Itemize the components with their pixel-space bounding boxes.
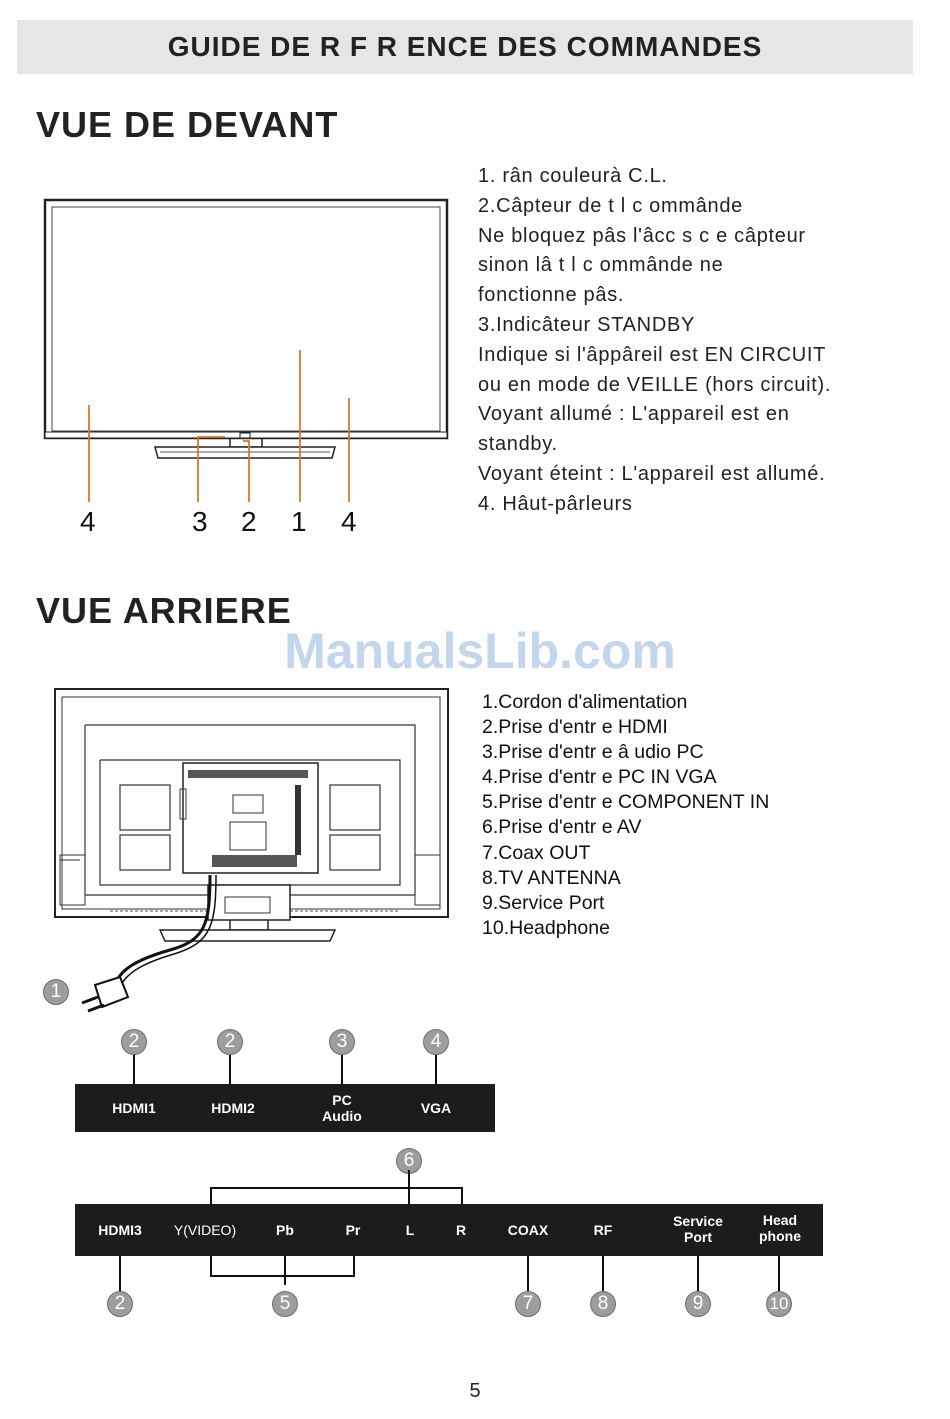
rear-line: 3.Prise d'entr e â udio PC bbox=[482, 741, 704, 764]
page-number: 5 bbox=[469, 1380, 481, 1402]
callout-hdmi1: 2 bbox=[121, 1029, 147, 1055]
front-line: 1. rân couleurà C.L. bbox=[478, 165, 668, 187]
rear-line: 8.TV ANTENNA bbox=[482, 866, 621, 889]
rear-line: 6.Prise d'entr e AV bbox=[482, 816, 642, 839]
front-callout-screen: 1 bbox=[291, 506, 307, 537]
rear-line: 2.Prise d'entr e HDMI bbox=[482, 716, 668, 739]
front-callout-standby: 3 bbox=[192, 506, 208, 537]
rear-view-title: VUE ARRIERE bbox=[36, 590, 292, 631]
port-label-y-video: Y(VIDEO) bbox=[173, 1222, 237, 1238]
front-callout-speaker-right: 4 bbox=[341, 506, 357, 537]
callout-hdmi3: 2 bbox=[107, 1291, 133, 1317]
port-label-pb: Pb bbox=[276, 1222, 294, 1238]
port-label-line: Service bbox=[673, 1213, 723, 1229]
callout-headphone: 10 bbox=[766, 1291, 792, 1317]
port-label-pc-audio bbox=[302, 1092, 382, 1124]
front-callout-speaker-left: 4 bbox=[80, 506, 96, 537]
port-label-hdmi3: HDMI3 bbox=[98, 1222, 142, 1238]
front-line: 4. Hâut-pârleurs bbox=[478, 492, 633, 515]
front-line: ou en mode de VEILLE (hors circuit). bbox=[478, 373, 832, 396]
front-description bbox=[478, 162, 928, 520]
port-label-hdmi2: HDMI2 bbox=[211, 1100, 255, 1116]
rear-line: 9.Service Port bbox=[482, 891, 605, 914]
rear-description bbox=[482, 690, 902, 941]
callout-hdmi2: 2 bbox=[217, 1029, 243, 1055]
port-label-line: Head bbox=[762, 1212, 798, 1228]
front-line: 3.Indicâteur STANDBY bbox=[478, 313, 696, 336]
port-label-line: Audio bbox=[322, 1108, 362, 1124]
connector-line bbox=[229, 1054, 231, 1084]
front-line: Ne bloquez pâs l'âcc s c e câpteur bbox=[478, 224, 806, 247]
tv-rear-illustration bbox=[40, 685, 460, 1025]
page-title: GUIDE DE R F R ENCE DES COMMANDES bbox=[167, 31, 763, 62]
callout-service-port: 9 bbox=[685, 1291, 711, 1317]
front-line: standby. bbox=[478, 433, 558, 456]
connector-line bbox=[527, 1256, 529, 1292]
connector-line bbox=[119, 1256, 121, 1292]
watermark: ManualsLib.com bbox=[284, 623, 676, 679]
port-label-line: phone bbox=[759, 1228, 801, 1244]
callout-vga: 4 bbox=[423, 1029, 449, 1055]
port-label-hdmi1: HDMI1 bbox=[112, 1100, 156, 1116]
rear-line: 10.Headphone bbox=[482, 916, 610, 939]
port-label-l: L bbox=[405, 1222, 415, 1238]
callout-coax: 7 bbox=[515, 1291, 541, 1317]
connector-line bbox=[133, 1054, 135, 1084]
port-label-r: R bbox=[455, 1222, 467, 1238]
front-line: Voyant éteint : L'appareil est allumé. bbox=[478, 462, 826, 485]
port-label-service-port bbox=[660, 1213, 736, 1245]
rear-line: 1.Cordon d'alimentation bbox=[482, 691, 688, 713]
port-label-headphone bbox=[745, 1212, 815, 1244]
rear-callout-power: 1 bbox=[43, 979, 69, 1005]
front-callout-lines bbox=[40, 340, 380, 510]
rear-line: 5.Prise d'entr e COMPONENT IN bbox=[482, 791, 770, 814]
rear-line: 4.Prise d'entr e PC IN VGA bbox=[482, 766, 717, 789]
connector-line bbox=[602, 1256, 604, 1292]
connector-line bbox=[778, 1256, 780, 1292]
connector-line bbox=[435, 1054, 437, 1084]
rear-line: 7.Coax OUT bbox=[482, 841, 591, 864]
front-line: Indique si l'âppâreil est EN CIRCUIT bbox=[478, 343, 827, 366]
connector-line bbox=[341, 1054, 343, 1084]
front-line: Voyant allumé : L'appareil est en bbox=[478, 403, 790, 426]
port-label-coax: COAX bbox=[507, 1222, 549, 1238]
connector-line bbox=[697, 1256, 699, 1292]
front-line: sinon lâ t l c ommânde ne bbox=[478, 254, 724, 277]
front-line: fonctionne pâs. bbox=[478, 284, 625, 307]
front-callout-sensor: 2 bbox=[241, 506, 257, 537]
port-label-line: Port bbox=[684, 1229, 712, 1245]
callout-pc-audio: 3 bbox=[329, 1029, 355, 1055]
front-view-title: VUE DE DEVANT bbox=[36, 104, 339, 145]
callout-av: 6 bbox=[396, 1148, 422, 1174]
callout-rf: 8 bbox=[590, 1291, 616, 1317]
port-label-rf: RF bbox=[593, 1222, 613, 1238]
front-line: 2.Câpteur de t l c ommânde bbox=[478, 194, 743, 217]
port-label-line: PC bbox=[332, 1092, 352, 1108]
callout-component: 5 bbox=[272, 1291, 298, 1317]
port-label-pr: Pr bbox=[345, 1222, 361, 1238]
port-label-vga: VGA bbox=[420, 1100, 452, 1116]
